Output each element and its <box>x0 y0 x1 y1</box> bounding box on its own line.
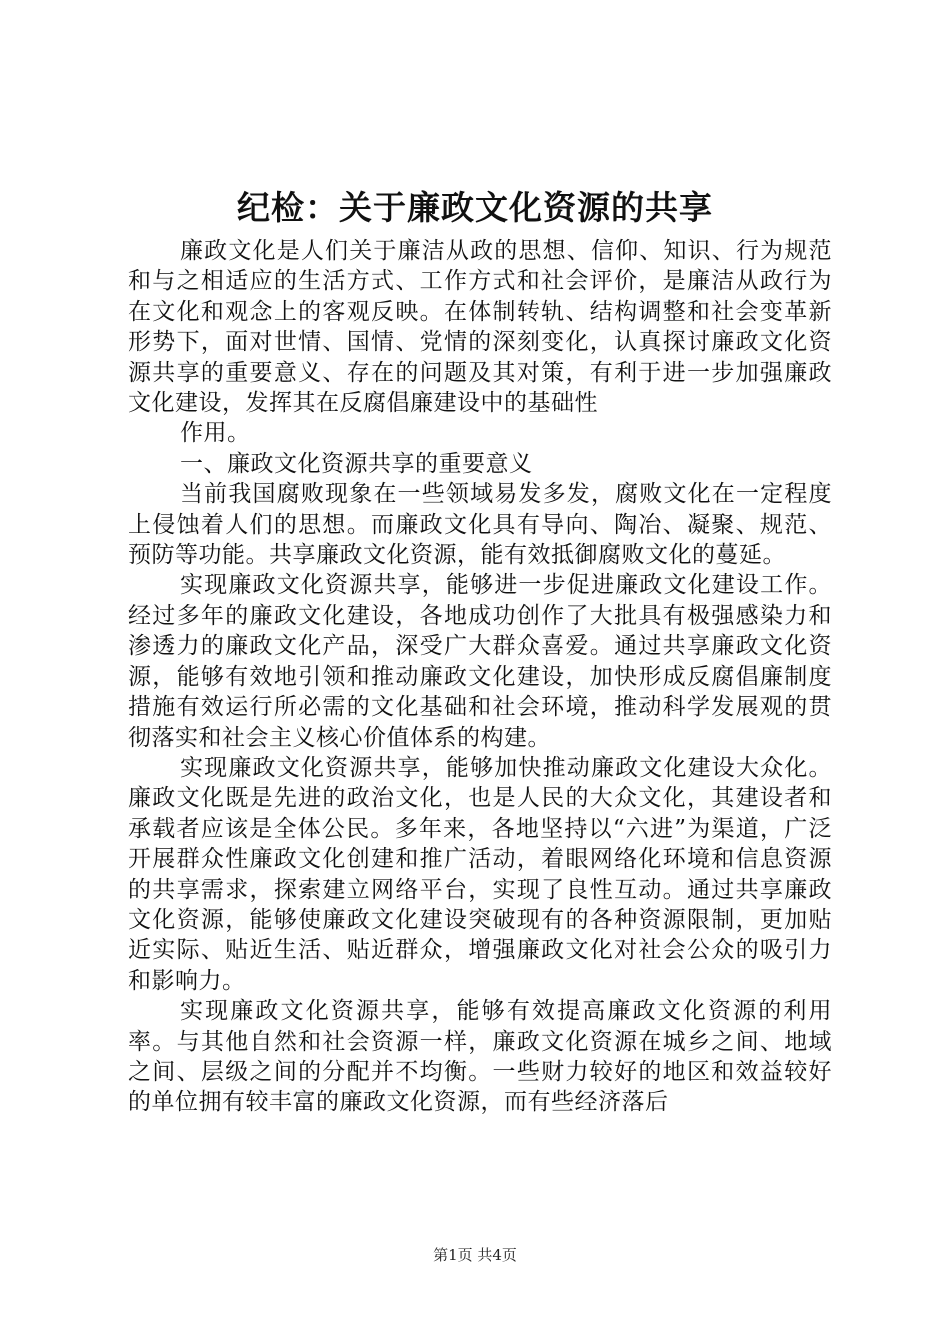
document-title: 纪检：关于廉政文化资源的共享 <box>237 188 713 227</box>
section-heading-1: 一、廉政文化资源共享的重要意义 <box>180 450 533 477</box>
page-footer: 第1页 共4页 <box>433 1246 517 1264</box>
paragraph-intro: 廉政文化是人们关于廉洁从政的思想、信仰、知识、行为规范和与之相适应的生活方式、工作方式和社会评价，是廉洁从政行为在文化和观念上的客观反映。在体制转轨、结构调整和社会变革新形势下，面对世情、国情、党情的深刻变化，认真探讨廉政文化资源共享的重要意义、存在的问题及其对策，有利于进一步加强廉政文化建设，发挥其在反腐倡廉建设中的基础性 <box>128 238 832 417</box>
document-body <box>128 236 832 1118</box>
paragraph-intro-tail: 作用。 <box>180 420 251 447</box>
paragraph-current-situation: 当前我国腐败现象在一些领域易发多发，腐败文化在一定程度上侵蚀着人们的思想。而廉政文化具有导向、陶冶、凝聚、规范、预防等功能。共享廉政文化资源，能有效抵御腐败文化的蔓延。 <box>128 481 832 569</box>
paragraph-popularization: 实现廉政文化资源共享，能够加快推动廉政文化建设大众化。廉政文化既是先进的政治文化，也是人民的大众文化，其建设者和承载者应该是全体公民。多年来，各地坚持以“六进”为渠道，广泛开展群众性廉政文化创建和推广活动，着眼网络化环境和信息资源的共享需求，探索建立网络平台，实现了良性互动。通过共享廉政文化资源，能够使廉政文化建设突破现有的各种资源限制，更加贴近实际、贴近生活、贴近群众，增强廉政文化对社会公众的吸引力和影响力。 <box>128 754 832 994</box>
paragraph-promote-construction: 实现廉政文化资源共享，能够进一步促进廉政文化建设工作。经过多年的廉政文化建设，各地成功创作了大批具有极强感染力和渗透力的廉政文化产品，深受广大群众喜爱。通过共享廉政文化资源，能够有效地引领和推动廉政文化建设，加快形成反腐倡廉制度措施有效运行所必需的文化基础和社会环境，推动科学发展观的贯彻落实和社会主义核心价值体系的构建。 <box>128 572 832 751</box>
paragraph-utilization: 实现廉政文化资源共享，能够有效提高廉政文化资源的利用率。与其他自然和社会资源一样，廉政文化资源在城乡之间、地域之间、层级之间的分配并不均衡。一些财力较好的地区和效益较好的单位拥有较丰富的廉政文化资源，而有些经济落后 <box>128 998 832 1116</box>
